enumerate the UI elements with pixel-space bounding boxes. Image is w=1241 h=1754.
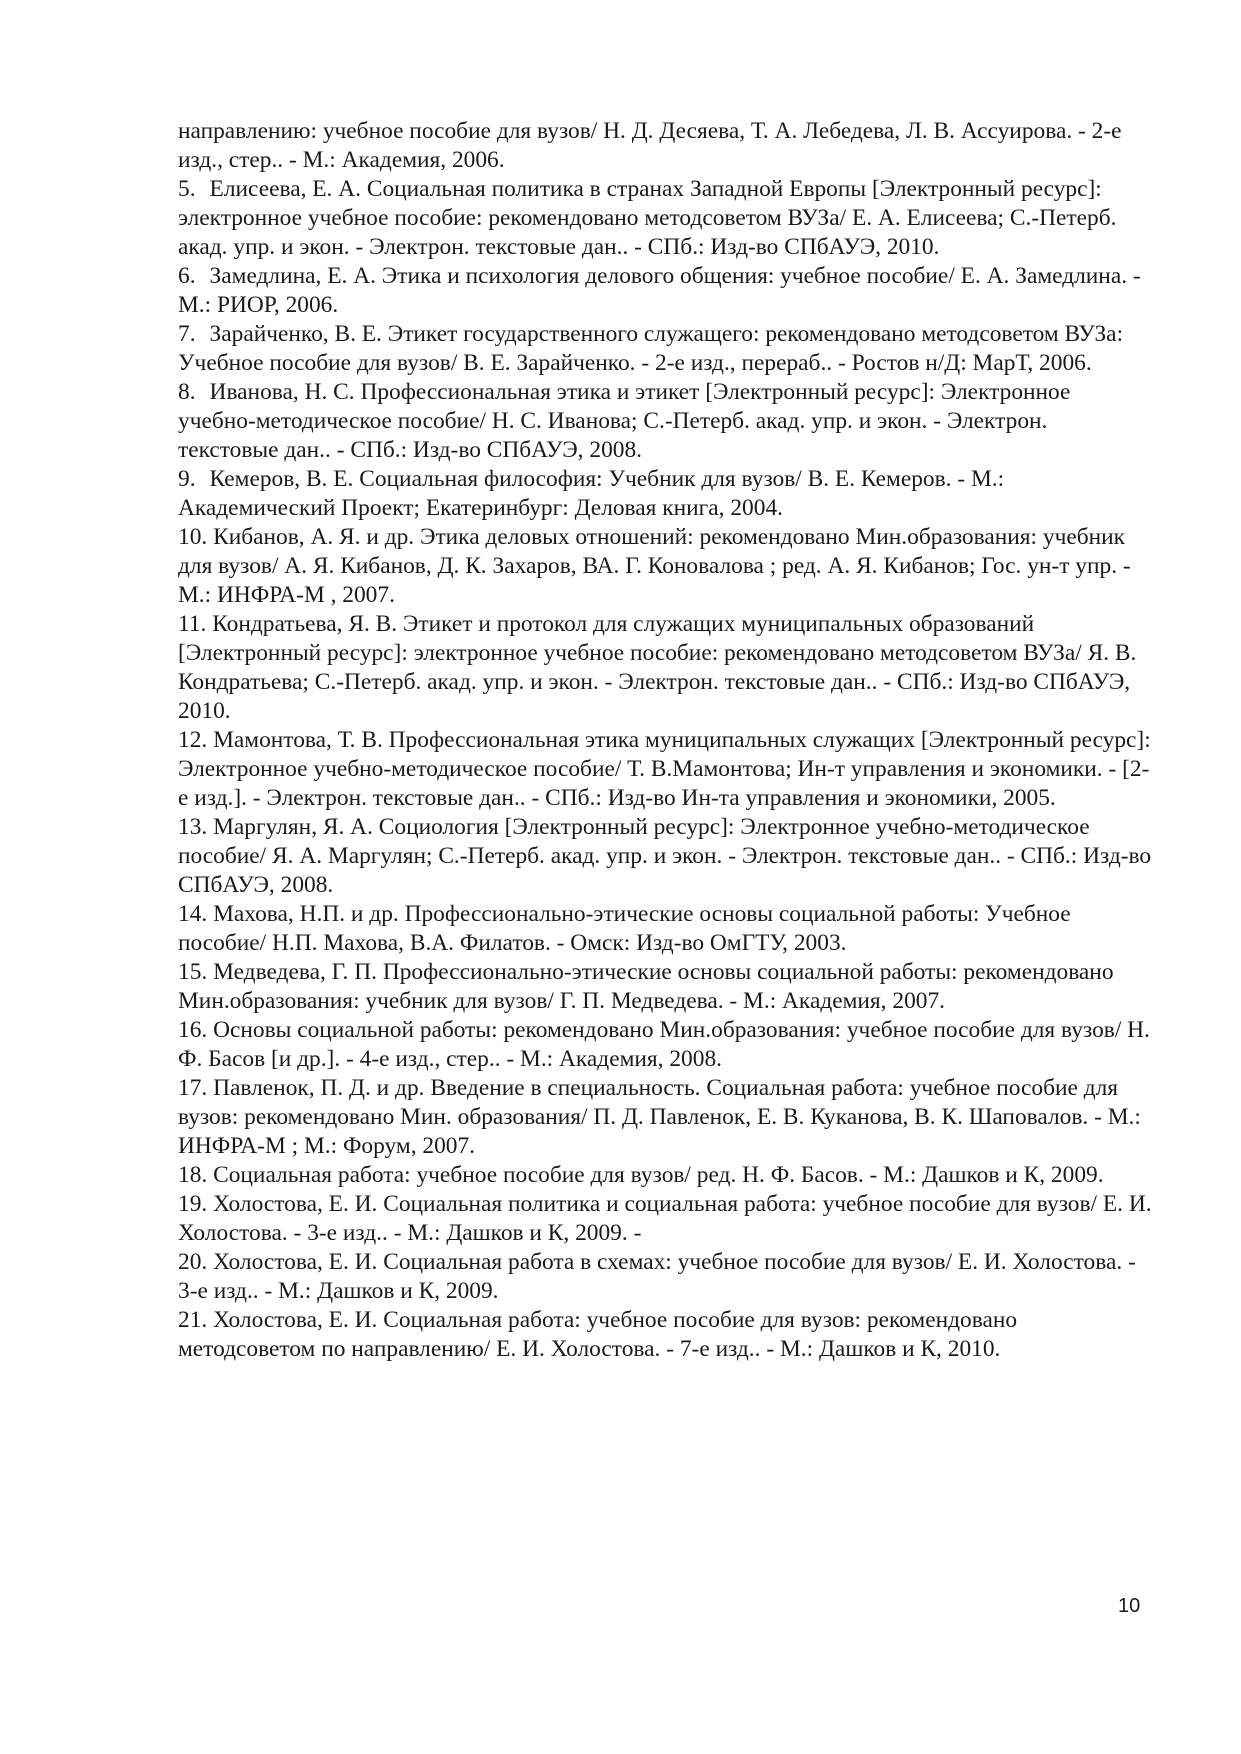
continuation-text: направлению: учебное пособие для вузов/ Н. Д. Десяева, Т. А. Лебедева, Л. В. Ассуирова. - 2-е изд., стер.. - М.: Академия, 2006.	[178, 118, 1122, 173]
reference-text: Иванова, Н. С. Профессиональная этика и этикет [Электронный ресурс]: Электронное учебно-методическое пособие/ Н. С. Иванова; С.-Петерб. акад. упр. и экон. - Электрон. текстовые дан.. - СПб.: Изд-во СПбАУЭ, 2008.	[178, 379, 1071, 463]
reference-number: 8.	[178, 379, 196, 405]
reference-number: 14.	[178, 901, 208, 927]
reference-entry	[178, 1248, 1153, 1306]
page-number: 10	[1118, 1595, 1141, 1617]
reference-number: 13.	[178, 814, 208, 840]
reference-entry	[178, 726, 1153, 813]
reference-entry	[178, 1190, 1153, 1248]
reference-text: Маргулян, Я. А. Социология [Электронный ресурс]: Электронное учебно-методическое пособие/ Я. А. Маргулян; С.-Петерб. акад. упр. и экон. - Электрон. текстовые дан.. - СПб.: Изд-во СПбАУЭ, 2008.	[178, 814, 1152, 898]
reference-entry	[178, 900, 1153, 958]
reference-entry	[178, 958, 1153, 1016]
reference-text: Павленок, П. Д. и др. Введение в специальность. Социальная работа: учебное пособие для вузов: рекомендовано Мин. образования/ П. Д. Павленок, Е. В. Куканова, В. К. Шаповалов. - М.: ИНФРА-М ; М.: Форум, 2007.	[178, 1075, 1141, 1159]
reference-number: 20.	[178, 1249, 208, 1275]
reference-number: 6.	[178, 263, 196, 289]
reference-text: Замедлина, Е. А. Этика и психология делового общения: учебное пособие/ Е. А. Замедлина. - М.: РИОР, 2006.	[178, 263, 1141, 318]
reference-number: 10.	[178, 524, 208, 550]
reference-entry	[178, 1306, 1153, 1364]
reference-list	[178, 117, 1153, 1364]
reference-text: Елисеева, Е. А. Социальная политика в странах Западной Европы [Электронный ресурс]: электронное учебное пособие: рекомендовано методсоветом ВУЗа/ Е. А. Елисеева; С.-Петерб. акад. упр. и экон. - Электрон. текстовые дан.. - СПб.: Изд-во СПбАУЭ, 2010.	[178, 176, 1117, 260]
reference-text: Социальная работа: учебное пособие для вузов/ ред. Н. Ф. Басов. - М.: Дашков и К, 2009.	[213, 1162, 1104, 1188]
reference-number: 9.	[178, 466, 196, 492]
reference-number: 17.	[178, 1075, 208, 1101]
reference-entry	[178, 378, 1153, 465]
reference-entry	[178, 1016, 1153, 1074]
reference-number: 18.	[178, 1162, 208, 1188]
reference-number: 15.	[178, 959, 208, 985]
reference-text: Мамонтова, Т. В. Профессиональная этика муниципальных служащих [Электронный ресурс]: Электронное учебно-методическое пособие/ Т. В.Мамонтова; Ин-т управления и экономики. - [2-е изд.]. - Электрон. текстовые дан.. - СПб.: Изд-во Ин-та управления и экономики, 2005.	[178, 727, 1151, 811]
reference-text: Медведева, Г. П. Профессионально-этические основы социальной работы: рекомендовано Мин.образования: учебник для вузов/ Г. П. Медведева. - М.: Академия, 2007.	[178, 959, 1114, 1014]
reference-number: 5.	[178, 176, 196, 202]
reference-number: 11.	[178, 611, 207, 637]
reference-number: 19.	[178, 1191, 208, 1217]
reference-number: 16.	[178, 1017, 208, 1043]
reference-entry	[178, 610, 1153, 726]
reference-entry	[178, 813, 1153, 900]
reference-entry	[178, 175, 1153, 262]
reference-entry	[178, 465, 1153, 523]
reference-entry	[178, 523, 1153, 610]
reference-entry	[178, 320, 1153, 378]
reference-text: Кемеров, В. Е. Социальная философия: Учебник для вузов/ В. Е. Кемеров. - М.: Академический Проект; Екатеринбург: Деловая книга, 2004.	[178, 466, 1005, 521]
reference-text: Основы социальной работы: рекомендовано Мин.образования: учебное пособие для вузов/ Н. Ф. Басов [и др.]. - 4-е изд., стер.. - М.: Академия, 2008.	[178, 1017, 1150, 1072]
reference-text: Холостова, Е. И. Социальная работа: учебное пособие для вузов: рекомендовано методсоветом по направлению/ Е. И. Холостова. - 7-е изд.. - М.: Дашков и К, 2010.	[178, 1307, 1018, 1362]
reference-text: Холостова, Е. И. Социальная работа в схемах: учебное пособие для вузов/ Е. И. Холостова. - 3-е изд.. - М.: Дашков и К, 2009.	[178, 1249, 1136, 1304]
reference-text: Кибанов, А. Я. и др. Этика деловых отношений: рекомендовано Мин.образования: учебник для вузов/ А. Я. Кибанов, Д. К. Захаров, ВА. Г. Коновалова ; ред. А. Я. Кибанов; Гос. ун-т упр. - М.: ИНФРА-М , 2007.	[178, 524, 1131, 608]
reference-entry	[178, 1074, 1153, 1161]
reference-text: Зарайченко, В. Е. Этикет государственного служащего: рекомендовано методсоветом ВУЗа: Учебное пособие для вузов/ В. Е. Зарайченко. - 2-е изд., перераб.. - Ростов н/Д: МарТ, 2006.	[178, 321, 1124, 376]
reference-number: 7.	[178, 321, 196, 347]
reference-text: Кондратьева, Я. В. Этикет и протокол для служащих муниципальных образований [Электронный ресурс]: электронное учебное пособие: рекомендовано методсоветом ВУЗа/ Я. В. Кондратьева; С.-Петерб. акад. упр. и экон. - Электрон. текстовые дан.. - СПб.: Изд-во СПбАУЭ, 2010.	[178, 611, 1137, 724]
reference-number: 21.	[178, 1307, 208, 1333]
reference-text: Махова, Н.П. и др. Профессионально-этические основы социальной работы: Учебное пособие/ Н.П. Махова, В.А. Филатов. - Омск: Изд-во ОмГТУ, 2003.	[178, 901, 1071, 956]
reference-entry	[178, 1161, 1153, 1190]
reference-entry	[178, 262, 1153, 320]
reference-number: 12.	[178, 727, 208, 753]
reference-text: Холостова, Е. И. Социальная политика и социальная работа: учебное пособие для вузов/ Е. И. Холостова. - 3-е изд.. - М.: Дашков и К, 2009. -	[178, 1191, 1152, 1246]
